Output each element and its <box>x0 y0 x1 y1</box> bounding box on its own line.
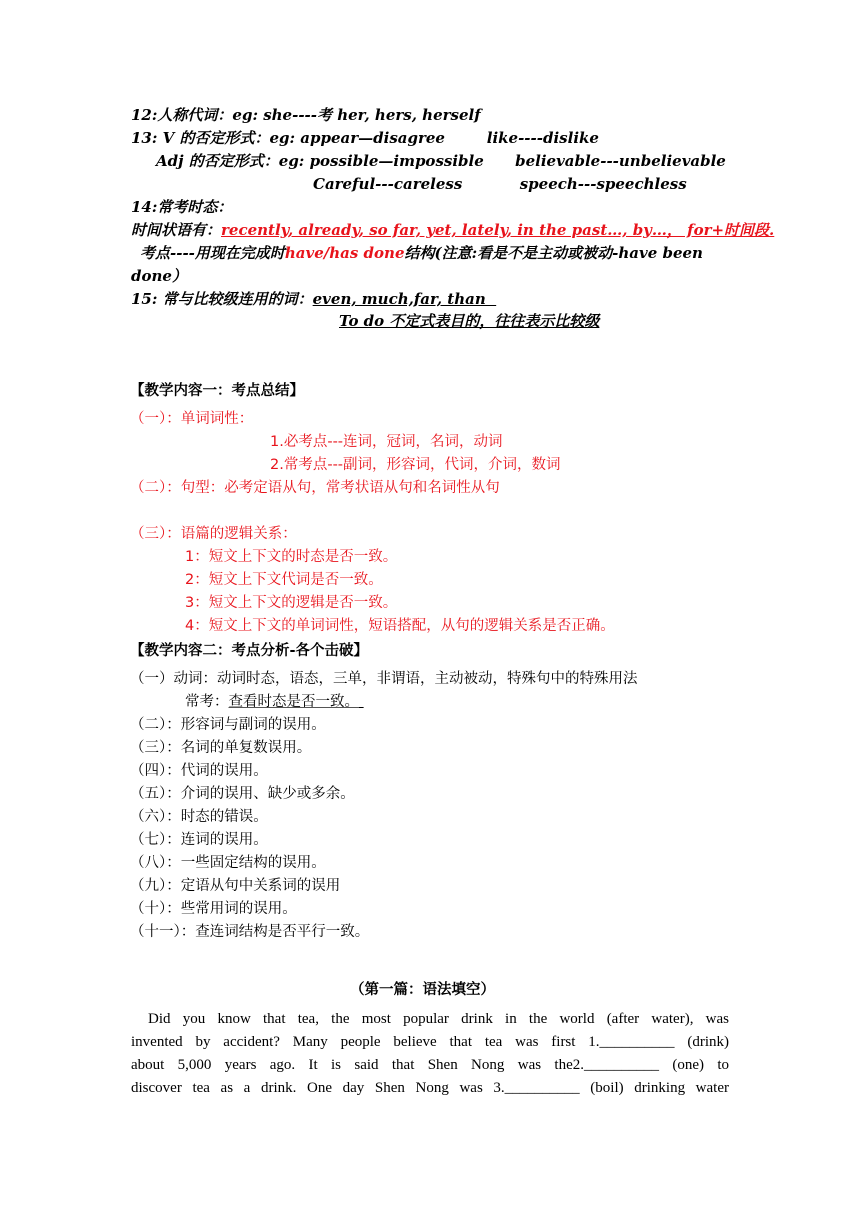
section2-item: （九）：定语从句中关系词的误用 <box>130 878 341 894</box>
section2-item: （七）：连词的误用。 <box>130 832 268 848</box>
adverbial-list: recently, already, so far, yet, lately, in the past…, by…， for+时间段. <box>221 221 775 239</box>
section1-item3-4: 4：短文上下文的单词词性，短语搭配，从句的逻辑关系是否正确。 <box>185 618 615 634</box>
note-red: have/has done <box>284 244 405 262</box>
point-15 <box>131 288 496 310</box>
point-14-note <box>140 242 703 264</box>
note-prefix: 考点----用现在完成时 <box>140 244 285 262</box>
exercise-line-1: Did you know that tea, the most popular drink in the world (after water), was <box>148 1011 729 1027</box>
point-13-verb: 13: V 的否定形式：eg: appear—disagree like----dislike <box>131 129 599 147</box>
point-14-adverbials <box>131 219 774 241</box>
section1-item3-1: 1：短文上下文的时态是否一致。 <box>185 549 398 565</box>
adverbial-prefix: 时间状语有： <box>131 221 222 239</box>
p15-words: even, much,far, than <box>312 290 497 308</box>
section2-item: （六）：时态的错误。 <box>130 809 268 825</box>
note-underlined: 查看时态是否一致。 <box>228 694 359 710</box>
point-13-careful: Careful---careless speech---speechless <box>313 175 687 193</box>
section2-item: （二）：形容词与副词的误用。 <box>130 717 326 733</box>
section2-item: （三）：名词的单复数误用。 <box>130 740 312 756</box>
section1-heading: 【教学内容一：考点总结】 <box>130 383 304 399</box>
section1-item1: （一）：单词词性： <box>130 411 254 427</box>
section2-item: （十一）：查连词结构是否平行一致。 <box>130 924 370 940</box>
exercise-line-4: discover tea as a drink. One day Shen Nong was 3.__________ (boil) drinking water <box>131 1080 729 1096</box>
section1-item1-b: 2.常考点---副词，形容词，代词，介词，数词 <box>270 457 561 473</box>
section2-item1-note <box>185 691 364 713</box>
section2-item: （十）：些常用词的误用。 <box>130 901 297 917</box>
section2-item: （八）：一些固定结构的误用。 <box>130 855 326 871</box>
point-15-todo: To do 不定式表目的，往往表示比较级 <box>339 312 600 330</box>
section2-item: （五）：介词的误用、缺少或多余。 <box>130 786 355 802</box>
section1-item1-a: 1.必考点---连词，冠词，名词，动词 <box>270 434 503 450</box>
note-suffix: 结构(注意:看是不是主动或被动-have been <box>404 244 703 262</box>
section2-item: （四）：代词的误用。 <box>130 763 268 779</box>
section1-item3-2: 2：短文上下文代词是否一致。 <box>185 572 383 588</box>
section2-heading: 【教学内容二：考点分析-各个击破】 <box>130 643 369 659</box>
exercise-line-2: invented by accident? Many people believe that tea was first 1.__________ (drink) <box>131 1034 729 1050</box>
point-13-adj: Adj 的否定形式：eg: possible—impossible believable---unbelievable <box>156 152 726 170</box>
section1-item3: （三）：语篇的逻辑关系： <box>130 526 297 542</box>
exercise-title: （第一篇：语法填空） <box>350 982 495 998</box>
point-12: 12:人称代词：eg: she----考 her, hers, herself <box>131 106 481 124</box>
p15-prefix: 15: 常与比较级连用的词： <box>131 290 313 308</box>
section1-item2: （二）：句型：必考定语从句，常考状语从句和名词性从句 <box>130 480 500 496</box>
section2-item1: （一）动词：动词时态，语态，三单，非谓语，主动被动，特殊句中的特殊用法 <box>130 671 638 687</box>
note-prefix: 常考： <box>185 694 229 710</box>
section1-item3-3: 3：短文上下文的逻辑是否一致。 <box>185 595 398 611</box>
exercise-line-3: about 5,000 years ago. It is said that Shen Nong was the2.__________ (one) to <box>131 1057 729 1073</box>
point-14-note-end: done） <box>131 267 187 285</box>
point-14: 14:常考时态： <box>131 198 233 216</box>
